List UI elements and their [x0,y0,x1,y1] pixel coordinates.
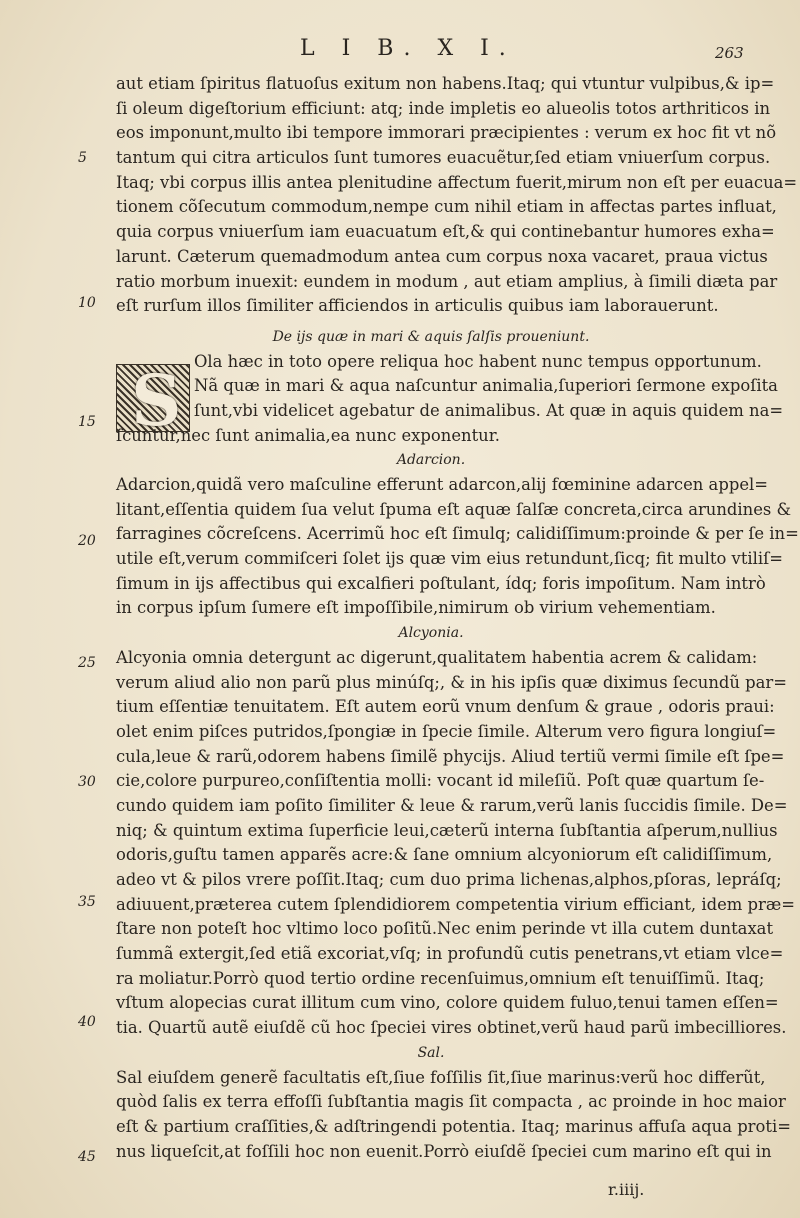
text-line: Nã quæ in mari & aqua naſcuntur animalia,ſuperiori ſermone expoſita [194,376,778,396]
section-heading: Sal. [417,1044,445,1061]
text-line: niq; & quintum extima ſuperficie leui,cæterũ interna ſubſtantia aſperum,nullius [116,820,778,840]
page-header [0,36,800,66]
text-line: Sal eiuſdem generẽ facultatis eſt,ſiue foſſilis ſit,ſiue marinus:verũ hoc differũt, [116,1067,766,1087]
text-line: eſt & partium craſſities,& adſtringendi potentia. Itaq; marinus affuſa aqua proti= [116,1116,791,1136]
margin-number: 15 [78,414,96,430]
text-line: cundo quidem iam poſito ſimiliter & leue & rarum,verũ lanis ſuccidis ſimile. De= [116,795,788,815]
margin-number: 25 [78,655,96,671]
decorated-initial-letter: S [131,359,182,442]
text-line: olet enim piſces putridos,ſpongiæ in ſpecie ſimile. Alterum vero figura longiuſ= [116,721,777,741]
margin-number: 40 [78,1014,96,1030]
section-heading: Alcyonia. [398,625,464,642]
margin-number: 45 [78,1149,96,1165]
text-line: ſi oleum digeſtorium efficiunt: atq; inde impletis eo alueolis totos arthriticos in [116,98,771,118]
folio-number: 263 [715,44,744,62]
section-heading: Adarcion. [396,452,466,469]
text-line: quia corpus vniuerſum iam euacuatum eſt,& qui continebantur humores exha= [116,222,775,242]
text-line: larunt. Cæterum quemadmodum antea cum corpus noxa vacaret, praua victus [116,246,768,266]
text-line: utile eſt,verum commiſceri ſolet ijs quæ vim eius retundunt,ſicq; fit multo vtiliſ= [116,549,783,569]
text-line: ſtare non poteſt hoc vltimo loco poſitũ.Nec enim perinde vt illa cutem duntaxat [116,919,774,939]
text-line: ra moliatur.Porrò quod tertio ordine recenſuimus,omnium eſt tenuiſſimũ. Itaq; [116,968,765,988]
text-line: ratio morbum inuexit: eundem in modum , aut etiam amplius, à ſimili diæta par [116,271,778,291]
text-line: cula,leue & rarũ,odorem habens ſimilẽ phycijs. Aliud tertiũ vermi ſimile eſt ſpe= [116,746,785,766]
margin-number: 30 [78,774,96,790]
text-line: in corpus ipſum ſumere eſt impoſſibile,nimirum ob virium vehementiam. [116,598,716,618]
section-heading: De ijs quæ in mari & aquis ſalſis proueniunt. [272,328,590,345]
text-line: Ola hæc in toto opere reliqua hoc habent nunc tempus opportunum. [194,351,762,371]
text-line: Adarcion,quidã vero maſculine efferunt adarcon,alij fœminine adarcen appel= [116,475,768,494]
text-line: cie,colore purpureo,conſiſtentia molli: vocant id mileſiũ. Poſt quæ quartum ſe- [116,771,765,791]
text-line: ſcuntur,nec ſunt animalia,ea nunc exponentur. [116,425,500,445]
text-line: odoris,guſtu tamen apparẽs acre:& ſane omnium alcyoniorum eſt calidiſſimum, [116,845,773,865]
text-line: tium eſſentiæ tenuitatem. Eſt autem eorũ vnum denſum & graue , odoris praui: [116,697,775,717]
margin-number: 10 [78,295,96,311]
margin-number: 5 [78,150,87,166]
margin-number: 20 [78,533,96,549]
text-line: tantum qui citra articulos ſunt tumores euacuẽtur,ſed etiam vniuerſum corpus. [116,148,771,168]
text-line: tia. Quartũ autẽ eiuſdẽ cũ hoc ſpeciei vires obtinet,verũ haud parũ imbecilliores. [116,1018,787,1038]
margin-number: 35 [78,894,96,910]
text-line: ſummã extergit,ſed etiã excoriat,vſq; in profundũ cutis penetrans,vt etiam vlce= [116,944,784,964]
text-line: adiuuent,præterea cutem ſplendidiorem competentia virium efficiant, idem præ= [116,894,795,914]
text-line: litant,eſſentia quidem ſua velut ſpuma eſt aquæ ſalſæ concreta,circa arundines & [116,499,792,519]
body-text [116,72,799,1164]
text-line: ſimum in ijs affectibus qui excalfieri poſtulant, ídq; foris impoſitum. Nam intrò [116,573,766,593]
text-line: Itaq; vbi corpus illis antea plenitudine affectum fuerit,mirum non eſt per euacua= [116,172,798,192]
text-line: ſunt,vbi videlicet agebatur de animalibus. At quæ in aquis quidem na= [194,400,784,420]
text-line: verum aliud alio non parũ plus minúſq;, & in his ipſis quæ diximus ſecundũ par= [116,672,787,692]
running-head: L I B. X I. [300,36,516,61]
text-line: eſt rurſum illos ſimiliter afficiendos in articulis quibus iam laborauerunt. [116,296,719,316]
text-line: tionem cõſecutum commodum,nempe cum nihil etiam in affectas partes influat, [116,197,777,217]
text-line: quòd ſalis ex terra effoſſi ſubſtantia magis ſit compacta , ac proinde in hoc maior [116,1092,786,1112]
text-line: eos imponunt,multo ibi tempore immorari præcipientes : verum ex hoc fit vt nõ [116,123,777,143]
text-line: nus liqueſcit,at foſſili hoc non euenit.Porrò eiuſdẽ ſpeciei cum marino eſt qui in [116,1141,772,1161]
text-line: adeo vt & pilos vrere poſſit.Itaq; cum duo prima lichenas,alphos,pſoras, lepráſq; [116,870,782,889]
text-line: Alcyonia omnia detergunt ac digerunt,qualitatem habentia acrem & calidam: [116,647,758,667]
text-line: vſtum alopecias curat illitum cum vino, colore quidem fuluo,tenui tamen eſſen= [116,993,779,1013]
text-line: aut etiam ſpiritus flatuoſus exitum non habens.Itaq; qui vtuntur vulpibus,& ip= [116,74,775,93]
text-line: farragines cõcreſcens. Acerrimũ hoc eſt ſimulq; calidiſſimum:proinde & per ſe in= [116,524,799,544]
catchword: r.iiij. [608,1180,645,1199]
